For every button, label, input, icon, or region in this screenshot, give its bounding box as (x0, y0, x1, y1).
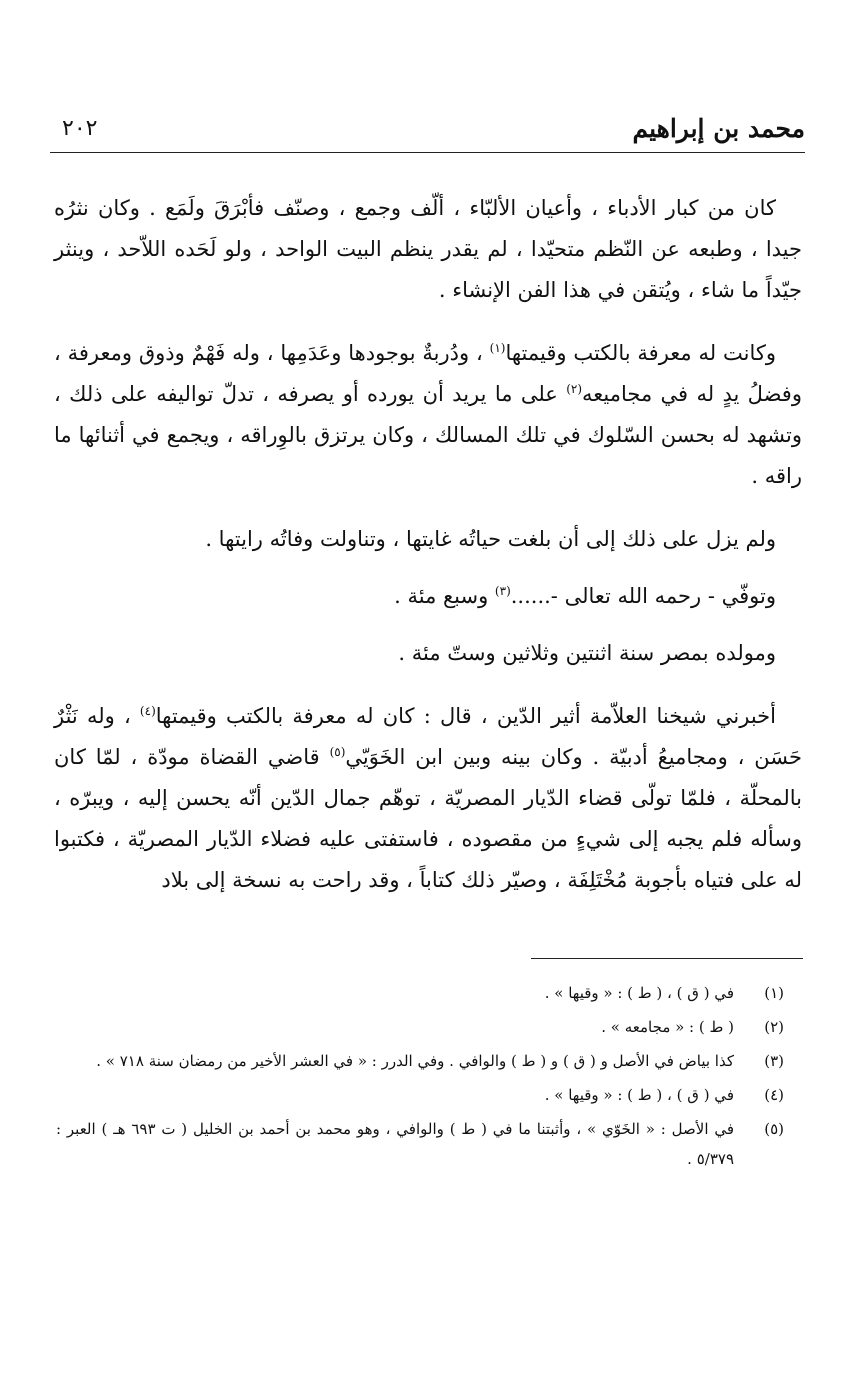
paragraph-4 (54, 576, 802, 617)
footnote-text: كذا بياض في الأصل و ( ق ) و ( ط ) والوافي . وفي الدرر : « في العشر الأخير من رمضان سنة ٧١٨ » . (96, 1052, 734, 1070)
page-header (50, 110, 805, 150)
footnote-number: (١) (764, 984, 784, 1002)
main-text (54, 188, 802, 923)
footnote-3 (56, 1046, 784, 1076)
footnote-ref-1: (١) (489, 341, 506, 355)
footnote-ref-4: (٤) (139, 704, 156, 718)
footnote-text: في ( ق ) ، ( ط ) : « وقيها » . (544, 1086, 734, 1104)
paragraph-4-part-a: وتوفّي - رحمه الله تعالى -...... (510, 584, 776, 608)
paragraph-5: ومولده بمصر سنة اثنتين وثلاثين وستّ مئة . (398, 641, 776, 665)
paragraph-2 (54, 333, 802, 497)
paragraph-1: كان من كبار الأدباء ، وأعيان الألبّاء ، ألّف وجمع ، وصنّف فأبْرَقَ ولَمَع . وكان نثرُه جيدا ، وطبعه عن النّظم متحيّدا ، لم يقدر ينظم البيت الواحد ، ولو لَحَده اللاّحد ، وينثر جيّداً ما شاء ، ويُتقن في هذا الفن الإنشاء . (54, 196, 802, 302)
paragraph-4-part-b: وسبع مئة . (394, 584, 495, 608)
footnote-ref-2: (٢) (566, 382, 583, 396)
footnote-4 (56, 1080, 784, 1110)
footnote-2 (56, 1012, 784, 1042)
footnote-ref-3: (٣) (494, 584, 511, 598)
paragraph-2-part-c: على ما يريد أن يورده أو يصرفه ، تدلّ تواليفه على ذلك ، وتشهد له بحسن السّلوك في تلك المسالك ، وكان يرتزق بالوِراقه ، ويجمع في أثنائها ما راقه . (54, 382, 802, 488)
footnote-text: في ( ق ) ، ( ط ) : « وقيها » . (544, 984, 734, 1002)
paragraph-2-part-b: ، ودُربةٌ بوجودها وعَدَمِها ، وله فَهْمٌ وذوق ومعرفة ، وفضلُ يدٍ له في مجاميعه (54, 341, 802, 406)
paragraph-2-part-a: وكانت له معرفة بالكتب وقيمتها (505, 341, 776, 365)
footnote-5 (56, 1114, 784, 1174)
footnote-number: (٢) (764, 1018, 784, 1036)
footnote-1 (56, 978, 784, 1008)
footnote-text: ( ط ) : « مجامعه » . (601, 1018, 734, 1036)
paragraph-6 (54, 696, 802, 901)
footnote-number: (٣) (764, 1052, 784, 1070)
page-number: ٢٠٢ (62, 116, 98, 141)
paragraph-6-part-b: ، وله نَثْرٌ حَسَن ، ومجاميعُ أدبيّة . وكان بينه وبين ابن الخَوَيّي (54, 704, 802, 769)
footnotes (56, 978, 784, 1178)
footnote-ref-5: (٥) (329, 745, 346, 759)
footnote-number: (٥) (764, 1120, 784, 1138)
header-divider (50, 152, 805, 153)
paragraph-3: ولم يزل على ذلك إلى أن بلغت حياتُه غايتها ، وتناولت وفاتُه رايتها . (205, 527, 776, 551)
paragraph-6-part-c: قاضي القضاة مودّة ، لمّا كان بالمحلّة ، فلمّا تولّى قضاء الدّيار المصريّة ، توهّم جمال الدّين أنّه يحسن إليه ، ويبرّه ، وسأله فلم يجبه إلى شيءٍ من مقصوده ، فاستفتى عليه فضلاء الدّيار المصريّة ، فكتبوا له على فتياه بأجوبة مُخْتَلِفَة ، وصيّر ذلك كتاباً ، وقد راحت به نسخة إلى بلاد (54, 745, 802, 892)
running-title: محمد بن إبراهيم (632, 114, 805, 143)
footnote-number: (٤) (764, 1086, 784, 1104)
paragraph-6-part-a: أخبرني شيخنا العلاّمة أثير الدّين ، قال : كان له معرفة بالكتب وقيمتها (155, 704, 776, 728)
footnote-text: في الأصل : « الخَوّي » ، وأثبتنا ما في ( ط ) والوافي ، وهو محمد بن أحمد بن الخليل ( ت ٦٩٣ هـ ) العبر : ٥/٣٧٩ . (56, 1120, 735, 1168)
footnote-divider (531, 958, 803, 959)
